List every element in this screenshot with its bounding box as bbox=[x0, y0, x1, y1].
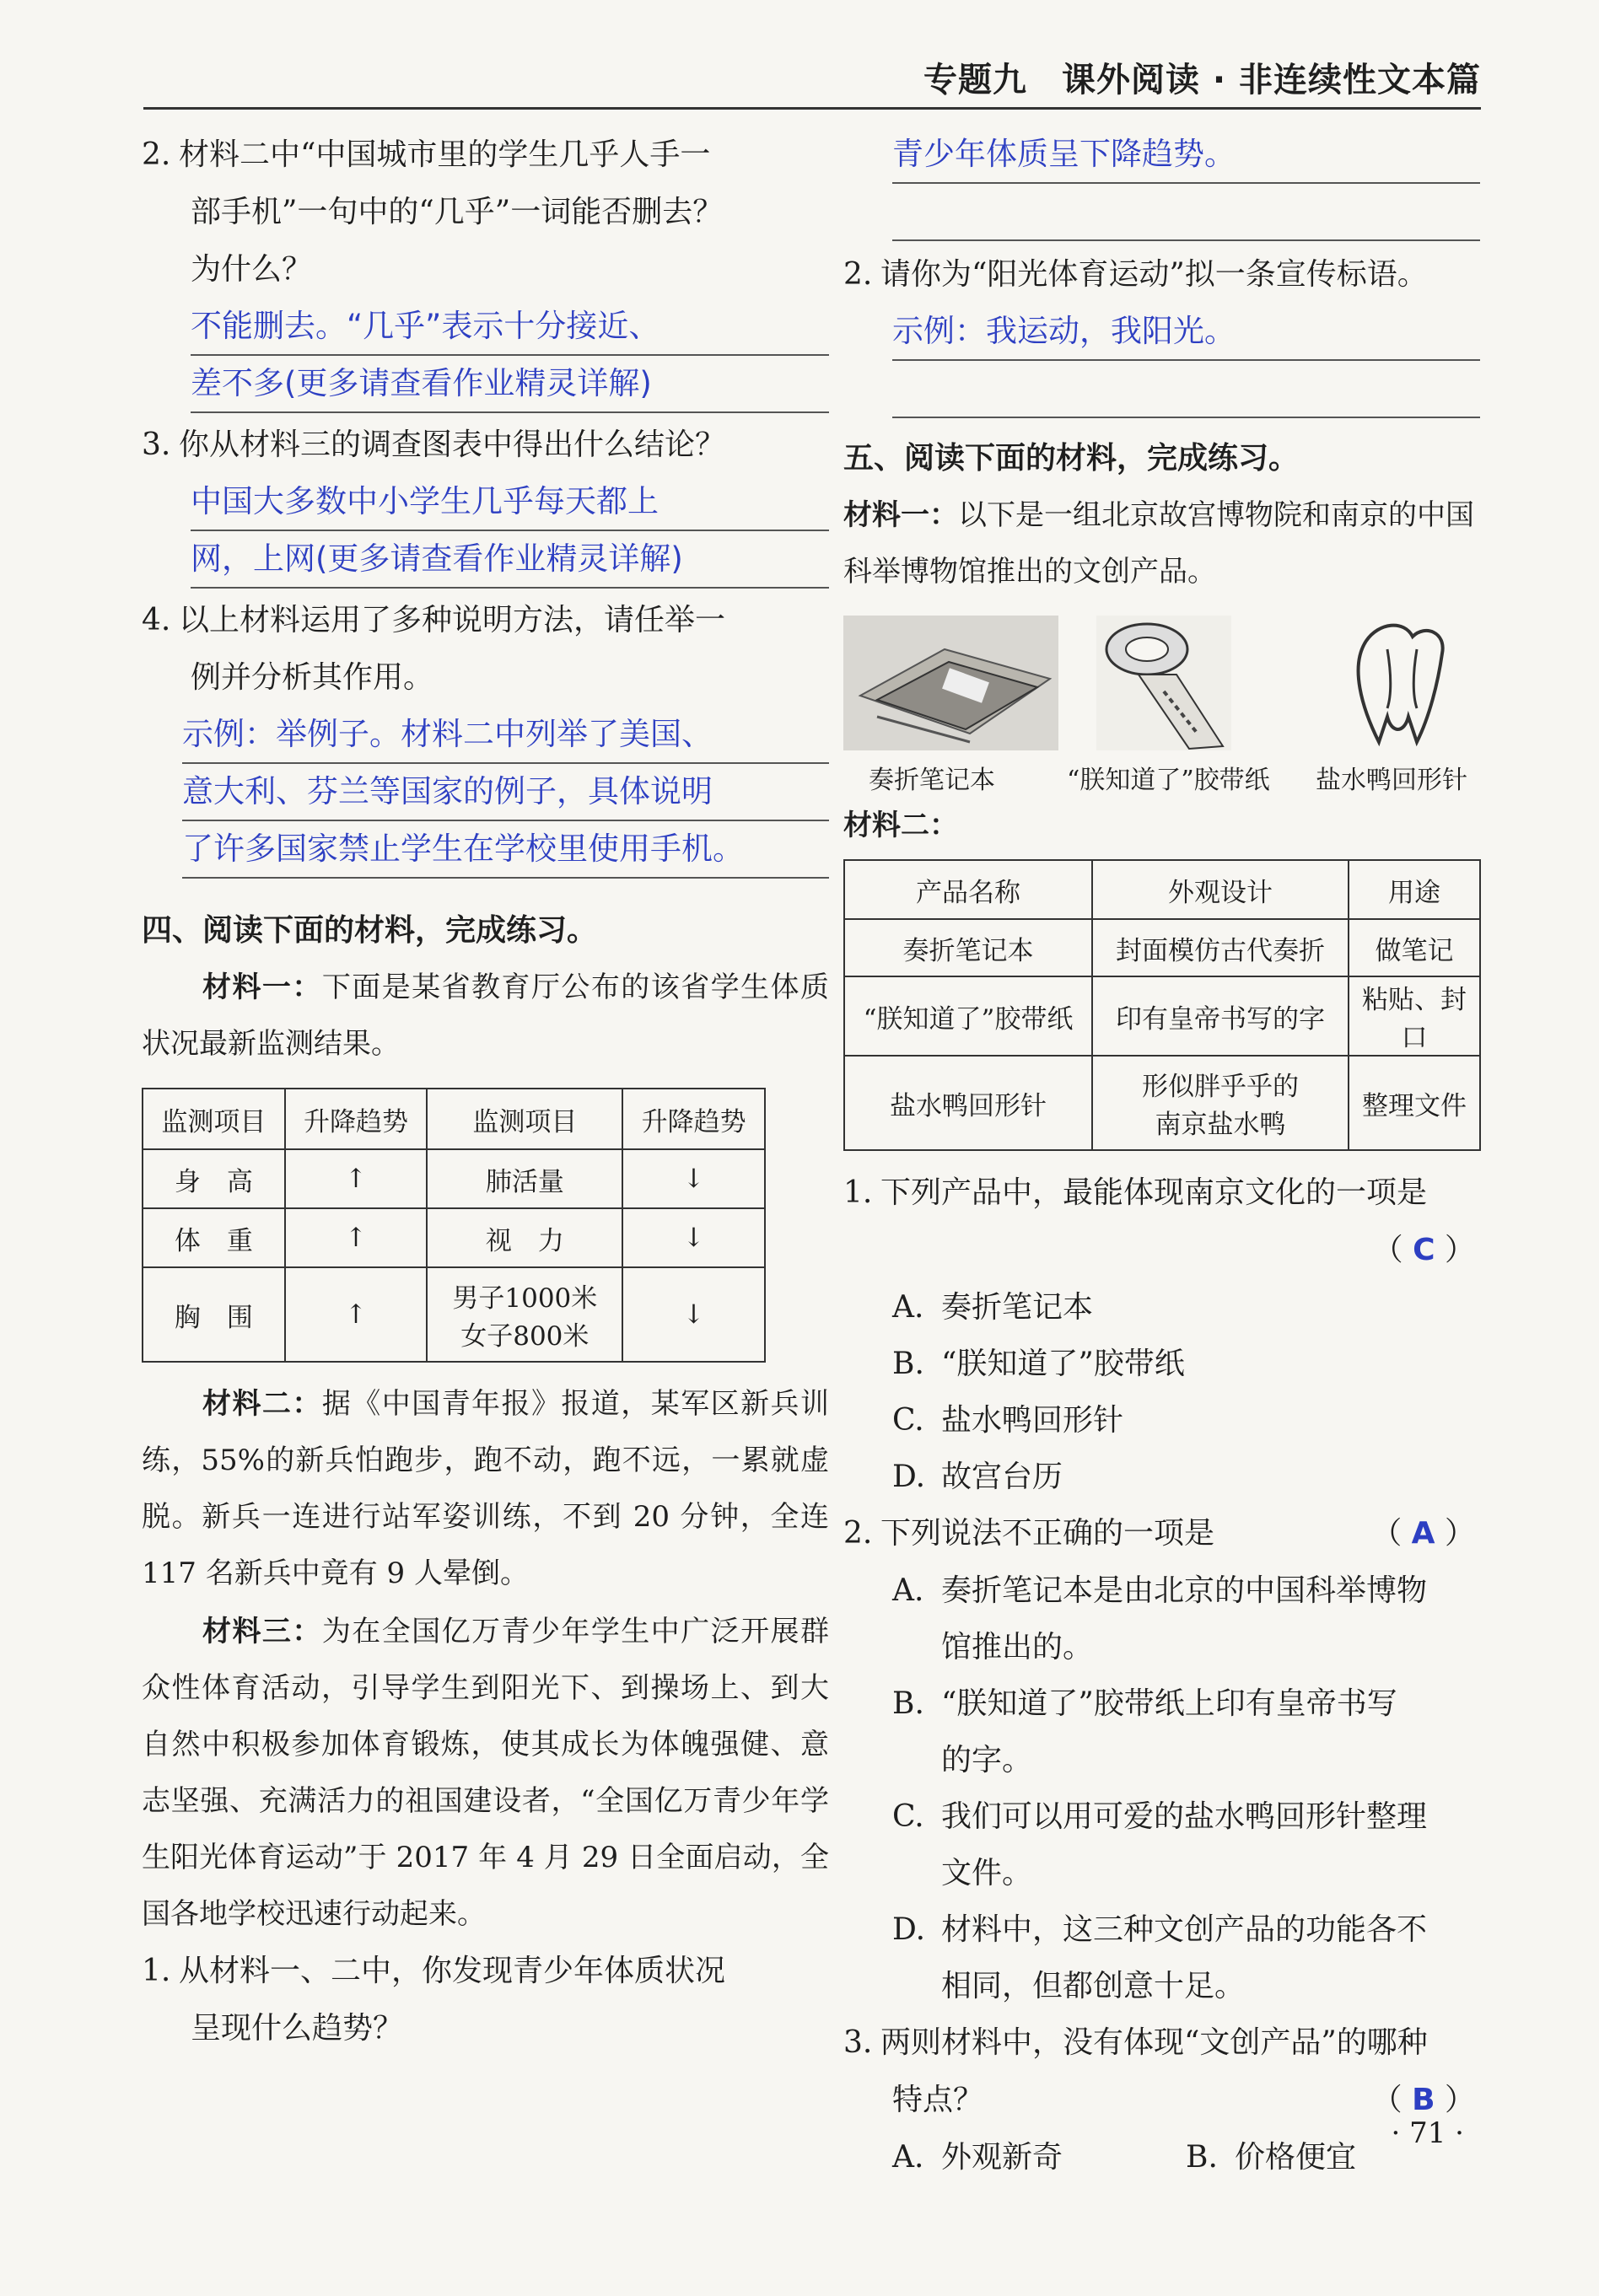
notebook-image bbox=[843, 616, 1058, 750]
table-header: 监测项目 bbox=[427, 1089, 622, 1149]
material-3 bbox=[142, 1604, 829, 1943]
table-header: 升降趋势 bbox=[285, 1089, 428, 1149]
page-header bbox=[143, 46, 1481, 110]
health-table bbox=[142, 1088, 766, 1363]
question-text: 特点？ bbox=[892, 2083, 984, 2117]
question-2 bbox=[142, 126, 829, 184]
question-text: 以上材料运用了多种说明方法，请任举一 bbox=[179, 603, 726, 637]
table-header: 升降趋势 bbox=[622, 1089, 765, 1149]
table-cell: ↑ bbox=[285, 1267, 428, 1362]
table-cell: 盐水鸭回形针 bbox=[844, 1056, 1092, 1150]
table-cell: ↓ bbox=[622, 1267, 765, 1362]
table-cell: 做笔记 bbox=[1349, 919, 1480, 976]
mc-question-2 bbox=[843, 1505, 1480, 1562]
option-text: 馆推出的。 bbox=[941, 1630, 1094, 1664]
page-number: · 71 · bbox=[1391, 2116, 1464, 2150]
option bbox=[843, 1901, 1480, 1958]
material-label: 材料一： bbox=[202, 971, 322, 1004]
table-header: 用途 bbox=[1349, 860, 1480, 919]
question-text-line bbox=[843, 2072, 1480, 2129]
material-label: 材料二： bbox=[202, 1387, 322, 1421]
option-text: 故宫台历 bbox=[941, 1460, 1063, 1494]
option-text: 奏折笔记本 bbox=[941, 1290, 1094, 1325]
question-text: 呈现什么趋势？ bbox=[191, 2011, 404, 2046]
option bbox=[843, 1562, 1480, 1619]
table-cell: 肺活量 bbox=[427, 1149, 622, 1208]
option bbox=[843, 1279, 1480, 1336]
answer-line: 了许多国家禁止学生在学校里使用手机。 bbox=[182, 821, 829, 879]
option-text: 外观新奇 bbox=[941, 2140, 1063, 2175]
answer-line: 意大利、芬兰等国家的例子，具体说明 bbox=[182, 764, 829, 821]
table-cell: 印有皇帝书写的字 bbox=[1092, 976, 1349, 1056]
material-text: 据《中国青年报》报道，某军区新兵训练，55%的新兵怕跑步，跑不动，跑不远，一累就虚脱。新兵一连进行站军姿训练，不到 20 分钟，全连 117 名新兵中竟有 9 人晕倒。 bbox=[142, 1387, 830, 1590]
question-text: 从材料一、二中，你发现青少年体质状况 bbox=[179, 1954, 726, 1988]
table-cell bbox=[1092, 1056, 1349, 1150]
section-5-title: 五、阅读下面的材料，完成练习。 bbox=[843, 441, 1300, 476]
option-text: “朕知道了”胶带纸 bbox=[941, 1347, 1185, 1381]
question-2-right bbox=[843, 246, 1480, 304]
option-text: 文件。 bbox=[941, 1856, 1033, 1890]
mc-question-3 bbox=[843, 2014, 1480, 2072]
table-cell-line: 形似胖乎乎的 bbox=[1142, 1072, 1299, 1102]
table-cell: 视 力 bbox=[427, 1208, 622, 1267]
table-cell: 整理文件 bbox=[1349, 1056, 1480, 1150]
answer-blank-line bbox=[892, 184, 1480, 241]
option-text: 盐水鸭回形针 bbox=[941, 1403, 1124, 1438]
question-number: 3. bbox=[142, 427, 171, 462]
section-4-title: 四、阅读下面的材料，完成练习。 bbox=[142, 913, 598, 948]
option-letter: B. bbox=[1186, 2140, 1218, 2175]
table-cell: 胸 围 bbox=[143, 1267, 285, 1362]
option-letter: B. bbox=[892, 1347, 924, 1381]
question-1 bbox=[142, 1943, 829, 2000]
left-column bbox=[142, 126, 829, 2057]
material-text: 以下是一组北京故宫博物院和南京的中国科举博物馆推出的文创产品。 bbox=[843, 498, 1474, 589]
material-2-label bbox=[843, 798, 1480, 854]
question-text: 部手机”一句中的“几乎”一词能否删去？ bbox=[191, 195, 724, 229]
material-text: 为在全国亿万青少年学生中广泛开展群众性体育活动，引导学生到阳光下、到操场上、到大自然中积极参加体育锻炼，使其成长为体魄强健、意志坚强、充满活力的祖国建设者，“全国亿万青少年学生阳光体育运动”于 2017 年 4 月 29 日全面启动，全国各地学校迅速行动起来。 bbox=[142, 1615, 830, 1931]
table-cell: 粘贴、封口 bbox=[1349, 976, 1480, 1056]
question-text: 例并分析其作用。 bbox=[191, 660, 434, 695]
table-cell: ↑ bbox=[285, 1149, 428, 1208]
option-text: 材料中，这三种文创产品的功能各不 bbox=[941, 1912, 1428, 1947]
material-1 bbox=[142, 960, 829, 1073]
option-letter: D. bbox=[892, 1460, 926, 1494]
answer-bracket: （ C ） bbox=[1372, 1233, 1475, 1267]
product-table bbox=[843, 859, 1481, 1151]
table-cell: 奏折笔记本 bbox=[844, 919, 1092, 976]
question-number: 1. bbox=[142, 1954, 171, 1988]
answer-choice: C bbox=[1413, 1233, 1435, 1267]
tape-image bbox=[1096, 616, 1231, 750]
material-label: 材料一： bbox=[843, 498, 958, 532]
answer-line: 差不多(更多请查看作业精灵详解) bbox=[191, 356, 829, 413]
answer-line: 不能删去。“几乎”表示十分接近、 bbox=[191, 298, 829, 356]
question-text: 两则材料中，没有体现“文创产品”的哪种 bbox=[880, 2025, 1428, 2060]
option-letter: C. bbox=[892, 1403, 924, 1438]
question-number: 2. bbox=[843, 1516, 873, 1551]
question-number: 3. bbox=[843, 2025, 873, 2060]
table-cell: 体 重 bbox=[143, 1208, 285, 1267]
material-label: 材料三： bbox=[202, 1615, 322, 1648]
option-text: “朕知道了”胶带纸上印有皇帝书写 bbox=[941, 1686, 1397, 1721]
question-text: 材料二中“中国城市里的学生几乎人手一 bbox=[179, 137, 711, 172]
question-4 bbox=[142, 592, 829, 649]
table-cell: “朕知道了”胶带纸 bbox=[844, 976, 1092, 1056]
table-cell-line: 南京盐水鸭 bbox=[1155, 1110, 1286, 1140]
table-header: 监测项目 bbox=[143, 1089, 285, 1149]
answer-line: 示例：举例子。材料二中列举了美国、 bbox=[182, 707, 829, 764]
option bbox=[843, 1336, 1480, 1392]
option-text: 的字。 bbox=[941, 1743, 1033, 1777]
option-letter: A. bbox=[892, 1290, 924, 1325]
caption-clip: 盐水鸭回形针 bbox=[1316, 766, 1467, 795]
question-number: 1. bbox=[843, 1175, 873, 1210]
right-column bbox=[843, 126, 1480, 2186]
answer-line: 青少年体质呈下降趋势。 bbox=[892, 126, 1480, 184]
option-row bbox=[843, 2129, 1480, 2186]
table-cell: ↑ bbox=[285, 1208, 428, 1267]
option-text: 我们可以用可爱的盐水鸭回形针整理 bbox=[941, 1799, 1428, 1834]
option-text: 奏折笔记本是由北京的中国科举博物 bbox=[941, 1573, 1428, 1608]
option-letter: C. bbox=[892, 1799, 924, 1834]
option-text: 相同，但都创意十足。 bbox=[941, 1969, 1246, 2003]
header-title: 专题九 课外阅读 · 非连续性文本篇 bbox=[923, 61, 1481, 99]
material-2 bbox=[142, 1376, 829, 1602]
table-cell-line: 男子1000米 bbox=[452, 1283, 598, 1314]
answer-line: 示例：我运动，我阳光。 bbox=[892, 304, 1480, 361]
mc-question-1 bbox=[843, 1164, 1480, 1222]
question-text: 下列产品中，最能体现南京文化的一项是 bbox=[880, 1175, 1428, 1210]
material-label: 材料二： bbox=[843, 809, 958, 842]
question-number: 4. bbox=[142, 603, 171, 637]
answer-blank-line bbox=[892, 361, 1480, 418]
caption-notebook: 奏折笔记本 bbox=[869, 766, 995, 795]
table-cell bbox=[427, 1267, 622, 1362]
question-text: 为什么？ bbox=[191, 252, 313, 287]
question-3 bbox=[142, 417, 829, 474]
table-header: 产品名称 bbox=[844, 860, 1092, 919]
material-text: 下面是某省教育厅公布的该省学生体质状况最新监测结果。 bbox=[142, 971, 830, 1061]
product-images bbox=[843, 616, 1480, 793]
caption-tape: “朕知道了”胶带纸 bbox=[1067, 766, 1270, 795]
question-text: 下列说法不正确的一项是 bbox=[880, 1516, 1215, 1551]
question-text: 请你为“阳光体育运动”拟一条宣传标语。 bbox=[880, 257, 1428, 292]
duck-clip-image bbox=[1345, 616, 1455, 750]
answer-line: 中国大多数中小学生几乎每天都上 bbox=[191, 474, 829, 531]
table-cell: 封面模仿古代奏折 bbox=[1092, 919, 1349, 976]
option-text: 价格便宜 bbox=[1235, 2140, 1357, 2175]
option-letter: A. bbox=[892, 2140, 924, 2175]
option-letter: A. bbox=[892, 1573, 924, 1608]
option-letter: B. bbox=[892, 1686, 924, 1721]
option bbox=[843, 1392, 1480, 1449]
answer-line: 网，上网(更多请查看作业精灵详解) bbox=[191, 531, 829, 589]
table-header: 外观设计 bbox=[1092, 860, 1349, 919]
option bbox=[843, 1449, 1480, 1505]
option bbox=[843, 1675, 1480, 1732]
question-number: 2. bbox=[843, 257, 873, 292]
table-cell-line: 女子800米 bbox=[460, 1321, 590, 1352]
answer-bracket: （ A ） bbox=[1371, 1516, 1475, 1551]
option bbox=[843, 1788, 1480, 1845]
material-1-right bbox=[843, 487, 1480, 600]
answer-choice: A bbox=[1411, 1516, 1435, 1551]
answer-bracket: （ B ） bbox=[1371, 2083, 1475, 2117]
table-cell: ↓ bbox=[622, 1149, 765, 1208]
answer-choice: B bbox=[1412, 2083, 1435, 2117]
question-text: 你从材料三的调查图表中得出什么结论？ bbox=[179, 427, 726, 462]
option-letter: D. bbox=[892, 1912, 926, 1947]
table-cell: ↓ bbox=[622, 1208, 765, 1267]
table-cell: 身 高 bbox=[143, 1149, 285, 1208]
question-number: 2. bbox=[142, 137, 171, 172]
